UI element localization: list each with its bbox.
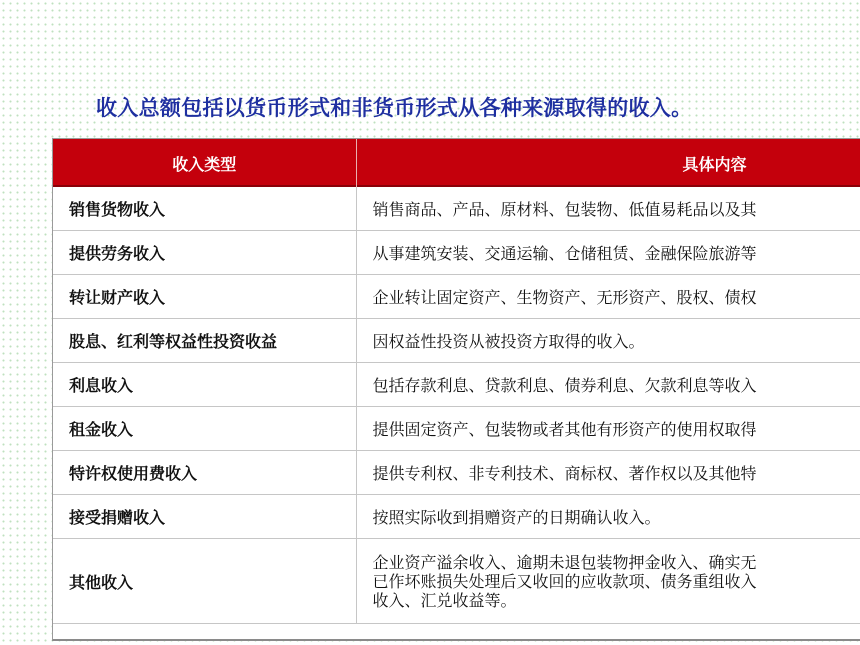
income-type-cell: 利息收入	[53, 363, 356, 407]
income-detail-cell: 因权益性投资从被投资方取得的收入。	[356, 319, 860, 363]
income-detail-cell: 从事建筑安装、交通运输、仓储租赁、金融保险旅游等	[356, 231, 860, 275]
income-table	[52, 138, 860, 641]
income-detail-cell: 提供固定资产、包装物或者其他有形资产的使用权取得	[356, 407, 860, 451]
detail-line: 已作坏账损失处理后又收回的应收款项、债务重组收入	[372, 571, 757, 591]
table-row	[53, 539, 860, 624]
income-type-cell: 接受捐赠收入	[53, 495, 356, 539]
table-row	[53, 451, 860, 495]
detail-line: 企业资产溢余收入、逾期未退包装物押金收入、确实无	[372, 552, 757, 572]
income-types-table	[53, 139, 860, 624]
table-row	[53, 407, 860, 451]
income-type-cell: 其他收入	[53, 539, 356, 624]
income-detail-cell: 提供专利权、非专利技术、商标权、著作权以及其他特	[356, 451, 860, 495]
income-type-cell: 销售货物收入	[53, 187, 356, 231]
header-details: 具体内容	[356, 139, 860, 187]
income-type-cell: 租金收入	[53, 407, 356, 451]
table-row	[53, 187, 860, 231]
income-detail-cell: 企业转让固定资产、生物资产、无形资产、股权、债权	[356, 275, 860, 319]
table-row	[53, 275, 860, 319]
income-type-cell: 提供劳务收入	[53, 231, 356, 275]
table-row	[53, 495, 860, 539]
table-header-row	[53, 139, 860, 187]
income-type-cell: 特许权使用费收入	[53, 451, 356, 495]
detail-line: 收入、汇兑收益等。	[372, 590, 517, 610]
table-row	[53, 231, 860, 275]
income-detail-cell: 按照实际收到捐赠资产的日期确认收入。	[356, 495, 860, 539]
income-detail-cell: 包括存款利息、贷款利息、债券利息、欠款利息等收入	[356, 363, 860, 407]
table-row	[53, 319, 860, 363]
income-type-cell: 股息、红利等权益性投资收益	[53, 319, 356, 363]
income-type-cell: 转让财产收入	[53, 275, 356, 319]
header-income-type: 收入类型	[53, 139, 356, 187]
table-row	[53, 363, 860, 407]
income-detail-cell	[356, 539, 860, 624]
income-detail-cell: 销售商品、产品、原材料、包装物、低值易耗品以及其	[356, 187, 860, 231]
slide-title: 收入总额包括以货币形式和非货币形式从各种来源取得的收入。	[96, 96, 693, 120]
